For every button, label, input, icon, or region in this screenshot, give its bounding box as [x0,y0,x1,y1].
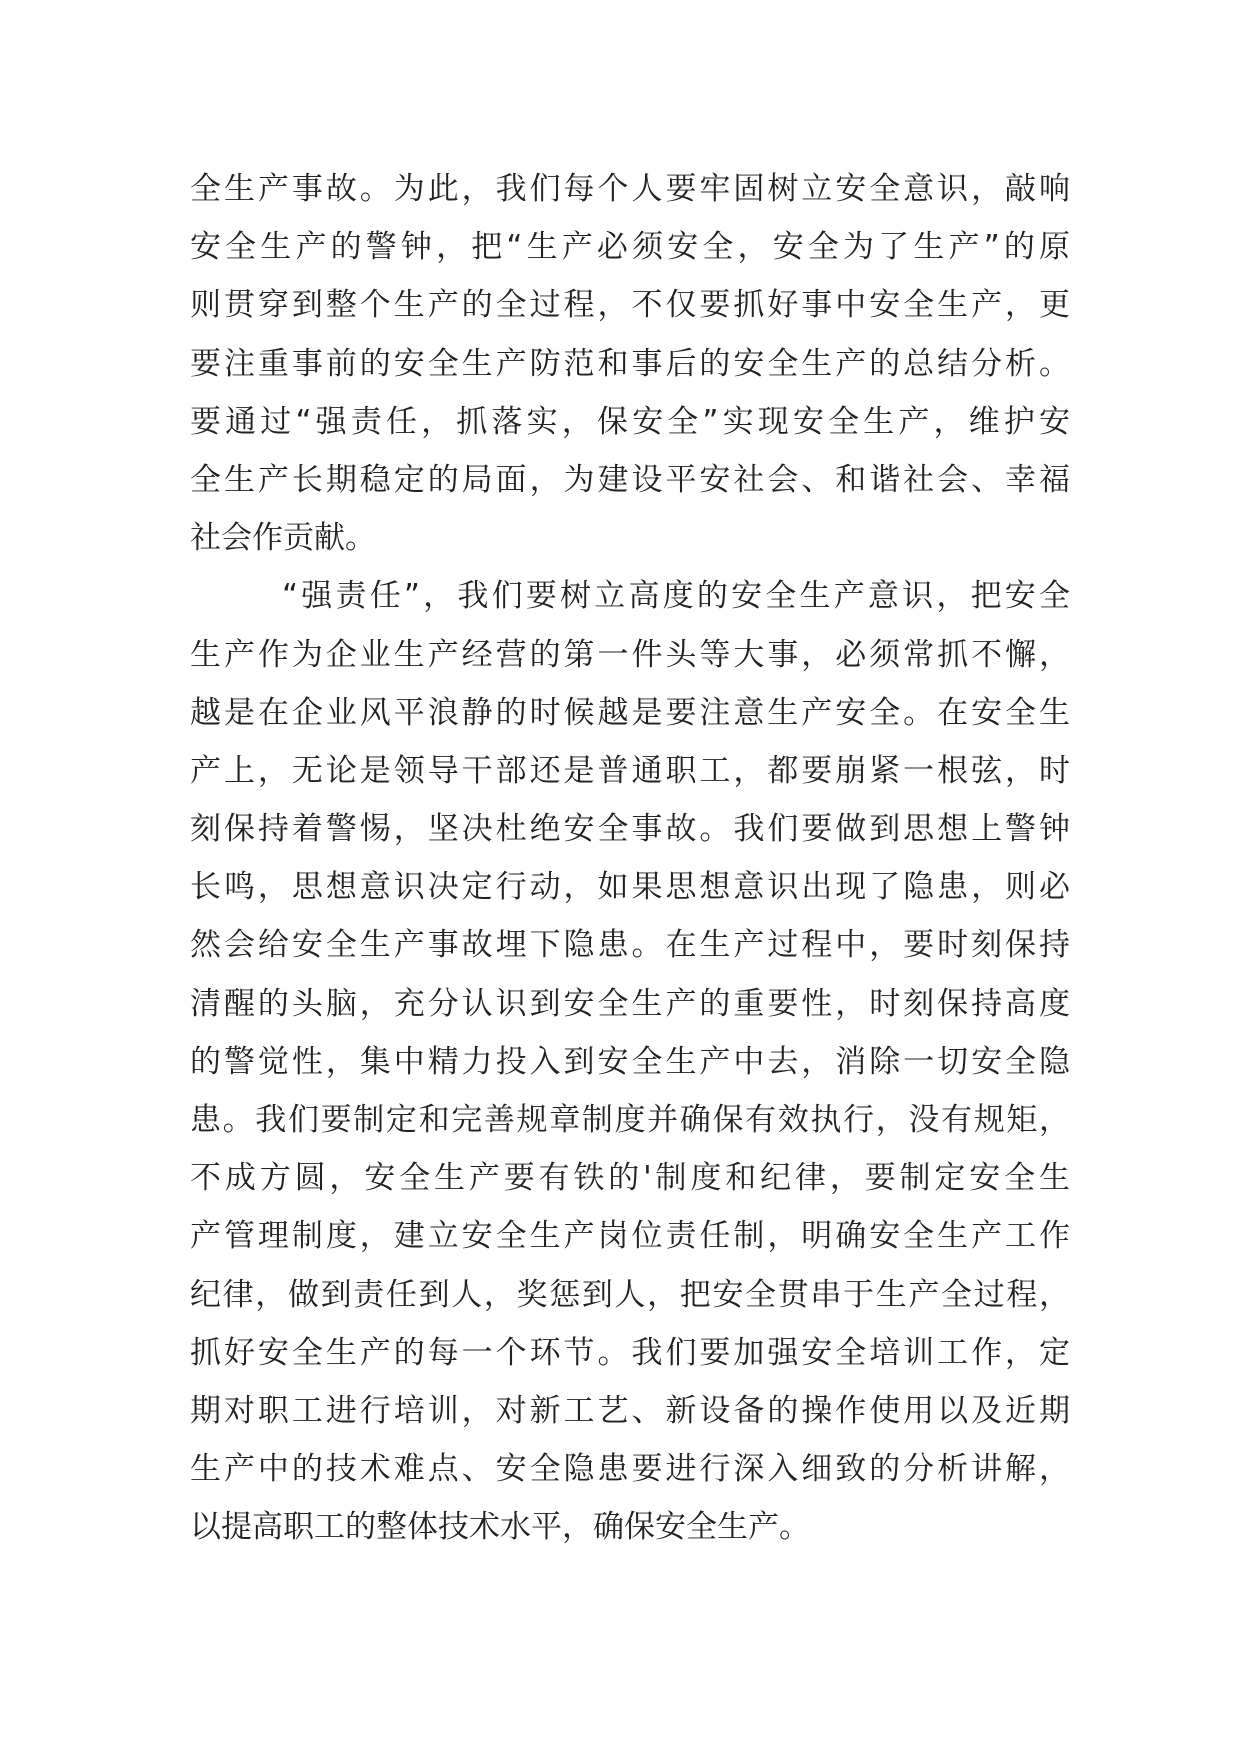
text-line: 患。我们要制定和完善规章制度并确保有效执行，没有规矩， [190,1102,1070,1138]
text-line: 纪律，做到责任到人，奖惩到人，把安全贯串于生产全过程， [190,1276,1070,1313]
text-line: 则贯穿到整个生产的全过程，不仅要抓好事中安全生产，更 [190,287,1070,324]
body-text [190,160,1070,1557]
text-line: 要注重事前的安全生产防范和事后的安全生产的总结分析。 [190,345,1070,382]
paragraph-first-line: “强责任”，我们要树立高度的安全生产意识，把安全 [282,578,1070,615]
text-line: 全生产事故。为此，我们每个人要牢固树立安全意识，敲响 [190,171,1070,207]
text-line: 安全生产的警钟，把“生产必须安全，安全为了生产”的原 [190,229,1070,266]
text-line: 的警觉性，集中精力投入到安全生产中去，消除一切安全隐 [190,1043,1070,1080]
text-line: 不成方圆，安全生产要有铁的'制度和纪律，要制定安全生 [190,1160,1070,1197]
text-line: 全生产长期稳定的局面，为建设平安社会、和谐社会、幸福 [190,461,1070,498]
text-line: 要通过“强责任，抓落实，保安全”实现安全生产，维护安 [190,403,1070,440]
text-line: 抓好安全生产的每一个环节。我们要加强安全培训工作，定 [190,1334,1070,1371]
text-line: 长鸣，思想意识决定行动，如果思想意识出现了隐患，则必 [190,869,1070,906]
text-line: 越是在企业风平浪静的时候越是要注意生产安全。在安全生 [190,694,1070,731]
text-line: 生产作为企业生产经营的第一件头等大事，必须常抓不懈， [190,636,1070,673]
text-line: 生产中的技术难点、安全隐患要进行深入细致的分析讲解， [190,1451,1070,1488]
text-line: 产管理制度，建立安全生产岗位责任制，明确安全生产工作 [190,1218,1070,1255]
paragraph-end-line: 以提高职工的整体技术水平，确保安全生产。 [190,1509,810,1546]
text-line: 期对职工进行培训，对新工艺、新设备的操作使用以及近期 [190,1392,1070,1429]
text-line: 刻保持着警惕，坚决杜绝安全事故。我们要做到思想上警钟 [190,811,1070,848]
text-line: 清醒的头脑，充分认识到安全生产的重要性，时刻保持高度 [190,985,1070,1022]
text-line: 产上，无论是领导干部还是普通职工，都要崩紧一根弦，时 [190,752,1070,789]
paragraph-end-line: 社会作贡献。 [190,520,376,557]
text-line: 然会给安全生产事故埋下隐患。在生产过程中，要时刻保持 [190,927,1070,964]
